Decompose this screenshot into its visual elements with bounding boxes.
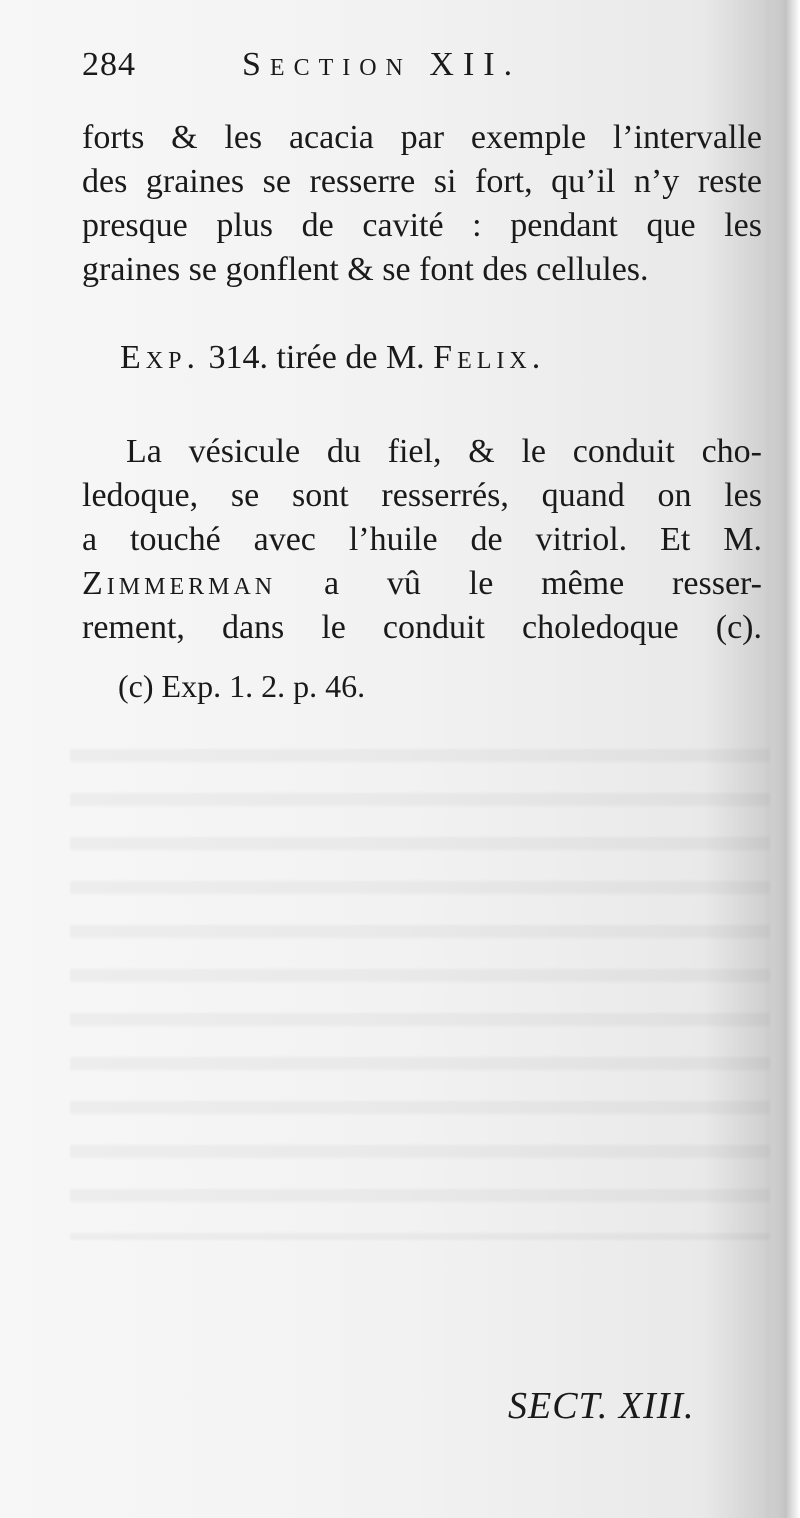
text-line: graines se gonflent & se font des cellules. bbox=[82, 251, 649, 288]
text-line: La vésicule du fiel, & le conduit cho- bbox=[126, 433, 762, 470]
text-line: ledoque, se sont resserrés, quand on les bbox=[82, 477, 762, 514]
running-head bbox=[82, 46, 762, 96]
footnote: (c) Exp. 1. 2. p. 46. bbox=[118, 668, 366, 704]
paragraph-continuation bbox=[82, 116, 762, 292]
experiment-label: Exp. bbox=[120, 339, 200, 376]
section-title: Section XII. bbox=[242, 46, 522, 83]
experiment-heading bbox=[120, 336, 740, 380]
text-line: presque plus de cavité : pendant que les bbox=[82, 207, 762, 244]
paragraph-experiment bbox=[82, 430, 762, 650]
experiment-number: 314. bbox=[208, 339, 268, 376]
show-through-texture bbox=[70, 720, 770, 1240]
author-name: Zimmerman bbox=[82, 565, 277, 602]
text-line-with-name bbox=[82, 562, 762, 606]
experiment-author: Felix. bbox=[433, 339, 546, 376]
page-number: 284 bbox=[82, 46, 136, 83]
text-line: a touché avec l’huile de vitriol. Et M. bbox=[82, 521, 762, 558]
text-line: rement, dans le conduit choledoque (c). bbox=[82, 609, 762, 646]
text-line: des graines se resserre si fort, qu’il n’y reste bbox=[82, 163, 762, 200]
experiment-source: tirée de M. bbox=[276, 339, 425, 376]
page-edge-shadow bbox=[764, 0, 800, 1518]
catchword: SECT. XIII. bbox=[508, 1385, 695, 1427]
text-line: forts & les acacia par exemple l’intervalle bbox=[82, 119, 762, 156]
text-line-rest: a vû le même resser- bbox=[276, 565, 762, 602]
